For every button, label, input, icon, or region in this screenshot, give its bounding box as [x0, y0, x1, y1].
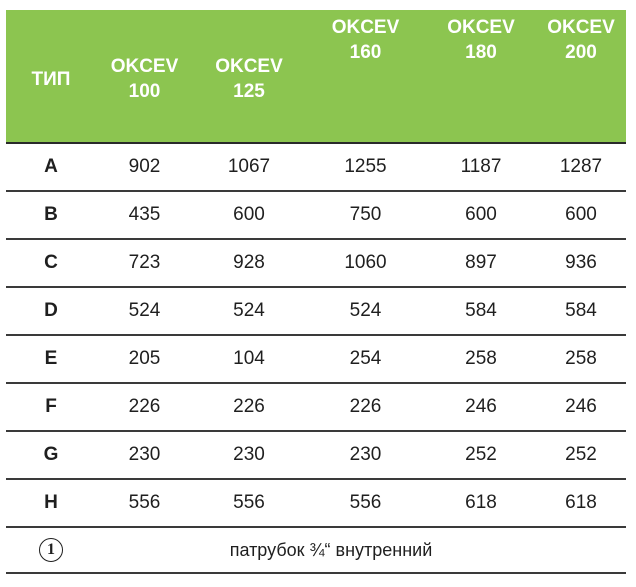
- header-row: [6, 10, 626, 143]
- table-cell: 226: [305, 383, 426, 431]
- model-header-okcev-180: [426, 10, 536, 143]
- row-label: C: [6, 239, 96, 287]
- model-header-okcev-100: [96, 10, 193, 143]
- row-label: D: [6, 287, 96, 335]
- table-header: [6, 10, 626, 143]
- table-cell: 1067: [193, 143, 305, 191]
- row-label: E: [6, 335, 96, 383]
- table-cell: 226: [193, 383, 305, 431]
- model-size: 200: [565, 42, 597, 63]
- table-cell: 1060: [305, 239, 426, 287]
- table-cell: 524: [305, 287, 426, 335]
- table-cell: 600: [426, 191, 536, 239]
- table-row: [6, 143, 626, 191]
- model-size: 180: [465, 42, 497, 63]
- type-header-label: ТИП: [31, 68, 71, 90]
- table-cell: 556: [193, 479, 305, 527]
- table-row: [6, 479, 626, 527]
- table-cell: 258: [536, 335, 626, 383]
- type-column-header: [6, 10, 96, 143]
- table-cell: 750: [305, 191, 426, 239]
- model-name: OKCEV: [215, 56, 283, 77]
- table-cell: 1187: [426, 143, 536, 191]
- table-cell: 928: [193, 239, 305, 287]
- model-name: OKCEV: [447, 17, 515, 38]
- row-label: G: [6, 431, 96, 479]
- table-cell: 230: [193, 431, 305, 479]
- circled-one-icon: 1: [39, 538, 63, 562]
- table-cell: 1255: [305, 143, 426, 191]
- table-cell: 556: [305, 479, 426, 527]
- row-label: F: [6, 383, 96, 431]
- table-cell: 252: [426, 431, 536, 479]
- table-cell: 230: [305, 431, 426, 479]
- table-row: [6, 239, 626, 287]
- table-row: [6, 383, 626, 431]
- table-cell: 584: [536, 287, 626, 335]
- model-header-okcev-160: [305, 10, 426, 143]
- model-size: 125: [233, 81, 265, 102]
- table-cell: 104: [193, 335, 305, 383]
- note-symbol-cell: [6, 527, 96, 573]
- table-cell: 205: [96, 335, 193, 383]
- table-cell: 230: [96, 431, 193, 479]
- table-cell: 258: [426, 335, 536, 383]
- table-row: [6, 287, 626, 335]
- row-label: A: [6, 143, 96, 191]
- row-label: B: [6, 191, 96, 239]
- table-cell: 524: [193, 287, 305, 335]
- model-header-okcev-125: [193, 10, 305, 143]
- table-row: [6, 191, 626, 239]
- dimensions-table: [6, 10, 626, 574]
- table-cell: 618: [536, 479, 626, 527]
- model-header-okcev-200: [536, 10, 626, 143]
- row-label: H: [6, 479, 96, 527]
- table-cell: 246: [536, 383, 626, 431]
- table-cell: 1287: [536, 143, 626, 191]
- note-row: [6, 527, 626, 573]
- table-cell: 252: [536, 431, 626, 479]
- table-body: [6, 143, 626, 573]
- table-cell: 902: [96, 143, 193, 191]
- table-cell: 936: [536, 239, 626, 287]
- table-cell: 723: [96, 239, 193, 287]
- model-size: 160: [349, 42, 382, 63]
- model-size: 100: [128, 81, 161, 102]
- table-cell: 226: [96, 383, 193, 431]
- table-cell: 524: [96, 287, 193, 335]
- table-cell: 897: [426, 239, 536, 287]
- table-cell: 600: [536, 191, 626, 239]
- model-name: OKCEV: [331, 17, 400, 38]
- table-cell: 584: [426, 287, 536, 335]
- table-cell: 246: [426, 383, 536, 431]
- note-text: патрубок ¾“ внутренний: [96, 527, 626, 573]
- table-row: [6, 335, 626, 383]
- table-cell: 556: [96, 479, 193, 527]
- table-cell: 600: [193, 191, 305, 239]
- model-name: OKCEV: [110, 56, 179, 77]
- table-row: [6, 431, 626, 479]
- model-name: OKCEV: [547, 17, 615, 38]
- table-cell: 254: [305, 335, 426, 383]
- table-cell: 618: [426, 479, 536, 527]
- table-cell: 435: [96, 191, 193, 239]
